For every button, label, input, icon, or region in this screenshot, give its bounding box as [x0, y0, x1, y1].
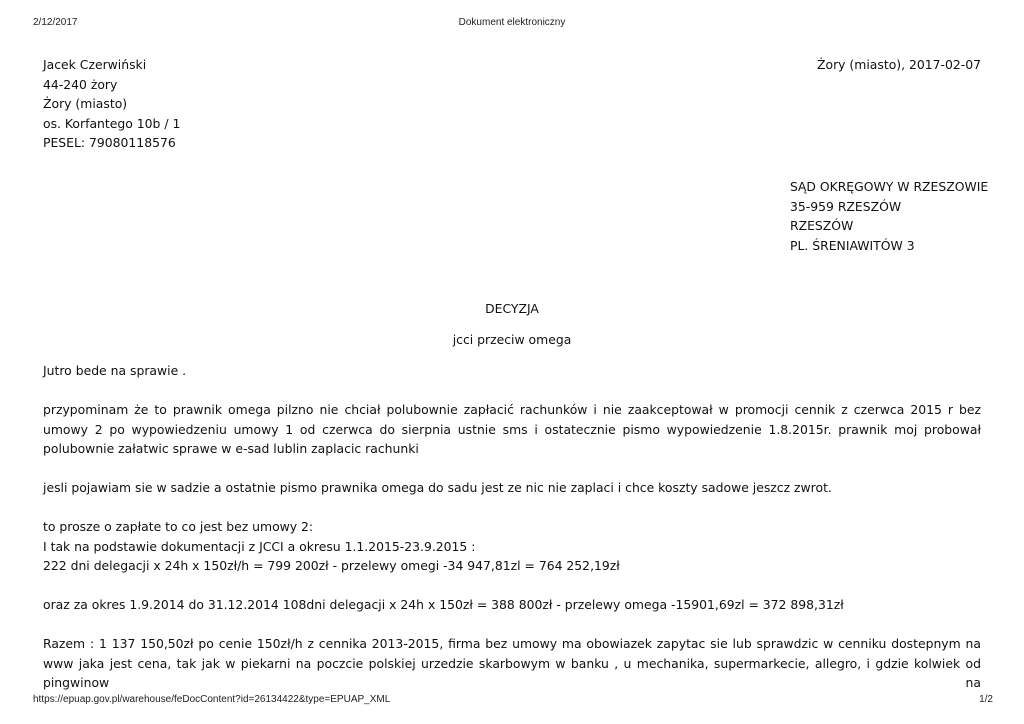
paragraph: przypominam że to prawnik omega pilzno nie chciał polubownie zapłacić rachunków i nie zaakceptował w promocji cennik z czerwca 2015 r bez umowy 2 po wypowiedzeniu umowy 1 od czerwca do sierpnia ustnie sms i ostatecznie pismo wypowiedzenie 1.8.2015r. prawnik moj probował polubownie załatwic sprawe w e-sad lublin zaplacic rachunki — [43, 402, 981, 456]
sender-street: os. Korfantego 10b / 1 — [43, 115, 181, 131]
recipient-street: PL. ŚRENIAWITÓW 3 — [790, 237, 915, 253]
print-footer — [0, 694, 1024, 708]
page-number: 1/2 — [979, 694, 993, 705]
print-date: 2/12/2017 — [33, 17, 78, 28]
paragraph: I tak na podstawie dokumentacji z JCCI a okresu 1.1.2015-23.9.2015 : — [43, 538, 476, 554]
paragraph: Razem : 1 137 150,50zł po cenie 150zł/h z cennika 2013-2015, firma bez umowy ma obowiazek zapytac sie lub sprawdzic w cenniku dostepnym na www jaka jest cena, tak jak w piekarni na poczcie polskiej urzedzie skarbowym w banku , u mechanika, supermarkecie, allegro, i gdzie kolwiek od pingwinow na — [43, 636, 981, 690]
document-title: DECYZJA — [485, 301, 539, 316]
paragraph: to prosze o zapłate to co jest bez umowy 2: — [43, 519, 314, 534]
sender-pesel: PESEL: 79080118576 — [43, 135, 176, 150]
print-title: Dokument elektroniczny — [458, 17, 566, 28]
sender-name: Jacek Czerwiński — [43, 57, 147, 72]
recipient-postal: 35-959 RZESZÓW — [790, 198, 902, 214]
paragraph: 222 dni delegacji x 24h x 150zł/h = 799 200zł - przelewy omegi -34 947,81zl = 764 252,19zł — [43, 558, 620, 573]
sender-city: Żory (miasto) — [43, 96, 128, 111]
recipient-address — [790, 177, 988, 255]
print-header — [0, 17, 1024, 31]
recipient-name: SĄD OKRĘGOWY W RZESZOWIE — [790, 179, 989, 194]
print-url: https://epuap.gov.pl/warehouse/feDocContent?id=26134422&type=EPUAP_XML — [33, 694, 391, 705]
sender-address — [43, 55, 180, 153]
paragraph: Jutro bede na sprawie . — [43, 363, 187, 378]
document-subtitle: jcci przeciw omega — [452, 332, 572, 347]
paragraph: jesli pojawiam sie w sadzie a ostatnie pismo prawnika omega do sadu jest ze nic nie zaplaci i chce koszty sadowe jeszcz zwrot. — [43, 480, 832, 495]
sender-postal: 44-240 żory — [43, 76, 118, 92]
place-date: Żory (miasto), 2017-02-07 — [817, 57, 981, 72]
document-body — [43, 361, 981, 693]
recipient-city: RZESZÓW — [790, 218, 854, 233]
paragraph: oraz za okres 1.9.2014 do 31.12.2014 108dni delegacji x 24h x 150zł = 388 800zł - przelewy omega -15901,69zl = 372 898,31zł — [43, 597, 844, 612]
